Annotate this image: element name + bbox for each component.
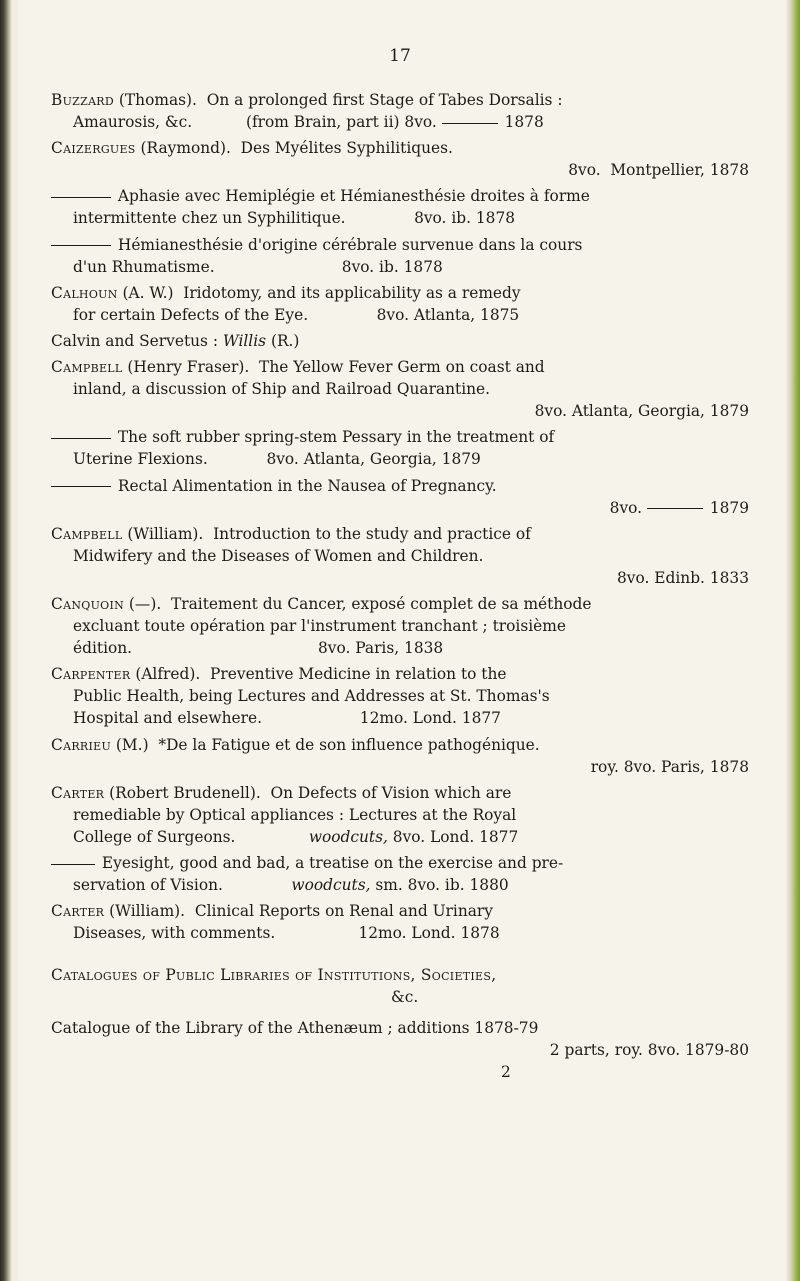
ditto-dash xyxy=(647,508,703,509)
entry-line xyxy=(51,663,749,685)
entry-line xyxy=(51,378,749,400)
entry-line xyxy=(51,89,749,111)
author-name: Carpenter xyxy=(51,665,131,684)
bibliography-entry xyxy=(51,356,749,422)
entry-line xyxy=(51,330,749,352)
entry-line xyxy=(51,545,749,567)
bibliography-entry xyxy=(51,593,749,659)
entry-line xyxy=(51,111,749,133)
entry-text: Midwifery and the Diseases of Women and Children. xyxy=(73,546,484,565)
page-number: 17 xyxy=(389,46,411,66)
entry-text: Eyesight, good and bad, a treatise on the exercise and pre- xyxy=(97,854,564,872)
entry-text: (Alfred). Preventive Medicine in relation to the xyxy=(130,665,507,684)
entry-text: Uterine Flexions. 8vo. Atlanta, Georgia, 1879 xyxy=(73,450,481,469)
bibliography-entry xyxy=(51,185,749,229)
bibliography-entry xyxy=(51,282,749,326)
entry-line xyxy=(51,734,749,756)
entry-line xyxy=(51,637,749,659)
entry-line xyxy=(51,685,749,707)
bibliography-entry xyxy=(51,137,749,181)
entry-text: (Thomas). On a prolonged first Stage of Tabes Dorsalis : xyxy=(114,91,563,109)
entry-line xyxy=(51,356,749,378)
entry-text: servation of Vision. xyxy=(73,876,292,895)
entry-line xyxy=(51,782,749,804)
section-heading xyxy=(51,964,749,1008)
ditto-dash xyxy=(51,197,111,198)
entry-text: (M.) *De la Fatigue et de son influence pathogénique. xyxy=(111,735,540,754)
entry-line: Catalogue of the Library of the Athenæum ; additions 1878-79 xyxy=(51,1018,539,1037)
author-name: Carter xyxy=(51,783,105,802)
entry-text: inland, a discussion of Ship and Railroad Quarantine. xyxy=(73,380,491,399)
entry-line xyxy=(51,922,749,944)
author-name: Campbell xyxy=(51,358,123,377)
entry-text: remediable by Optical appliances : Lectures at the Royal xyxy=(73,805,517,824)
bibliography-entry xyxy=(51,782,749,848)
entry-text: intermittente chez un Syphilitique. 8vo. ib. 1878 xyxy=(73,209,516,228)
bibliography-entry xyxy=(51,900,749,944)
entry-tail: 1879 xyxy=(704,498,749,517)
author-name: Carrieu xyxy=(51,735,112,754)
entry-line xyxy=(51,475,749,497)
entry-line xyxy=(51,497,749,519)
entry-line xyxy=(51,900,749,922)
entry-text: Calvin and Servetus : xyxy=(51,331,223,350)
author-name: Buzzard xyxy=(51,91,115,109)
entry-text: (—). Traitement du Cancer, exposé complet de sa méthode xyxy=(124,594,592,613)
entry-text: Hémianesthésie d'origine cérébrale survenue dans la cours xyxy=(113,235,583,254)
entry-text: édition. 8vo. Paris, 1838 xyxy=(73,639,444,658)
bibliography-list xyxy=(51,89,749,1087)
entry-text: for certain Defects of the Eye. 8vo. Atlanta, 1875 xyxy=(73,305,520,324)
entry-line xyxy=(51,159,749,181)
bibliography-entry xyxy=(51,475,749,519)
entry-line xyxy=(51,852,749,874)
bibliography-entry xyxy=(51,1017,749,1083)
entry-line xyxy=(51,615,749,637)
entry-line xyxy=(51,567,749,589)
entry-line xyxy=(51,826,749,848)
entry-line xyxy=(51,874,749,896)
ditto-dash xyxy=(442,123,498,124)
entry-line: 2 parts, roy. 8vo. 1879-80 xyxy=(549,1040,749,1059)
section-heading-cont: &c. xyxy=(391,988,419,1007)
entry-line xyxy=(51,593,749,615)
entry-text: (William). Introduction to the study and practice of xyxy=(122,524,531,543)
entry-text: Aphasie avec Hemiplégie et Hémianesthésie droites à forme xyxy=(113,187,590,206)
ditto-dash xyxy=(51,486,111,487)
entry-line xyxy=(51,207,749,229)
book-spine-shadow xyxy=(0,0,12,1281)
ditto-dash xyxy=(51,245,111,246)
entry-text: (William). Clinical Reports on Renal and Urinary xyxy=(104,902,493,921)
entry-tail: 8vo. Lond. 1877 xyxy=(387,827,519,846)
entry-line xyxy=(51,804,749,826)
entry-text: Diseases, with comments. 12mo. Lond. 1878 xyxy=(73,924,500,943)
entry-line xyxy=(51,304,749,326)
entry-text: The soft rubber spring-stem Pessary in the treatment of xyxy=(113,428,555,447)
entry-line xyxy=(51,756,749,778)
entry-tail: (R.) xyxy=(266,331,300,350)
entry-line xyxy=(51,185,749,207)
author-name: Calhoun xyxy=(51,283,118,302)
bibliography-entry xyxy=(51,234,749,278)
entry-line xyxy=(51,448,749,470)
author-name: Carter xyxy=(51,902,105,921)
entry-text: Hospital and elsewhere. 12mo. Lond. 1877 xyxy=(73,709,501,728)
bibliography-entry xyxy=(51,426,749,470)
entry-text: College of Surgeons. xyxy=(73,827,309,846)
entry-text: (Robert Brudenell). On Defects of Vision which are xyxy=(104,783,512,802)
author-name: Campbell xyxy=(51,524,123,543)
entry-text: Public Health, being Lectures and Addresses at St. Thomas's xyxy=(73,687,550,706)
entry-text: roy. 8vo. Paris, 1878 xyxy=(590,757,749,776)
entry-line: 2 xyxy=(501,1062,511,1081)
entry-line xyxy=(51,400,749,422)
italic-text: Willis xyxy=(222,331,267,350)
italic-text: woodcuts, xyxy=(291,876,371,895)
entry-text: (Henry Fraser). The Yellow Fever Germ on coast and xyxy=(122,358,545,377)
ditto-dash xyxy=(51,864,95,865)
bibliography-entry xyxy=(51,89,749,133)
entry-line xyxy=(51,707,749,729)
entry-tail: sm. 8vo. ib. 1880 xyxy=(370,876,509,895)
entry-line xyxy=(51,256,749,278)
page-edge xyxy=(786,0,800,1281)
entry-line xyxy=(51,282,749,304)
ditto-dash xyxy=(51,438,111,439)
entry-text: (A. W.) Iridotomy, and its applicability as a remedy xyxy=(117,283,521,302)
entry-text: excluant toute opération par l'instrument tranchant ; troisième xyxy=(73,617,566,636)
entry-line xyxy=(51,426,749,448)
entry-text: Amaurosis, &c. (from Brain, part ii) 8vo. xyxy=(73,113,442,132)
entry-text: 8vo. Montpellier, 1878 xyxy=(568,161,749,180)
bibliography-entry xyxy=(51,523,749,589)
entry-text: d'un Rhumatisme. 8vo. ib. 1878 xyxy=(73,257,443,276)
entry-line xyxy=(51,523,749,545)
entry-tail: 1878 xyxy=(499,113,544,132)
author-name: Caizergues xyxy=(51,139,136,158)
bibliography-entry xyxy=(51,330,749,352)
entry-text: 8vo. Edinb. 1833 xyxy=(617,568,749,587)
bibliography-entry xyxy=(51,852,749,896)
entry-text: 8vo. xyxy=(609,498,647,517)
bibliography-entry xyxy=(51,663,749,729)
entry-text: 8vo. Atlanta, Georgia, 1879 xyxy=(534,402,749,421)
bibliography-entry xyxy=(51,734,749,778)
entry-line xyxy=(51,234,749,256)
entry-text: (Raymond). Des Myélites Syphilitiques. xyxy=(135,139,453,158)
entry-text: Rectal Alimentation in the Nausea of Pregnancy. xyxy=(113,476,497,495)
author-name: Canquoin xyxy=(51,594,125,613)
entry-line xyxy=(51,137,749,159)
italic-text: woodcuts, xyxy=(308,827,388,846)
section-heading-line: Catalogues of Public Libraries of Institutions, Societies, xyxy=(51,966,497,985)
